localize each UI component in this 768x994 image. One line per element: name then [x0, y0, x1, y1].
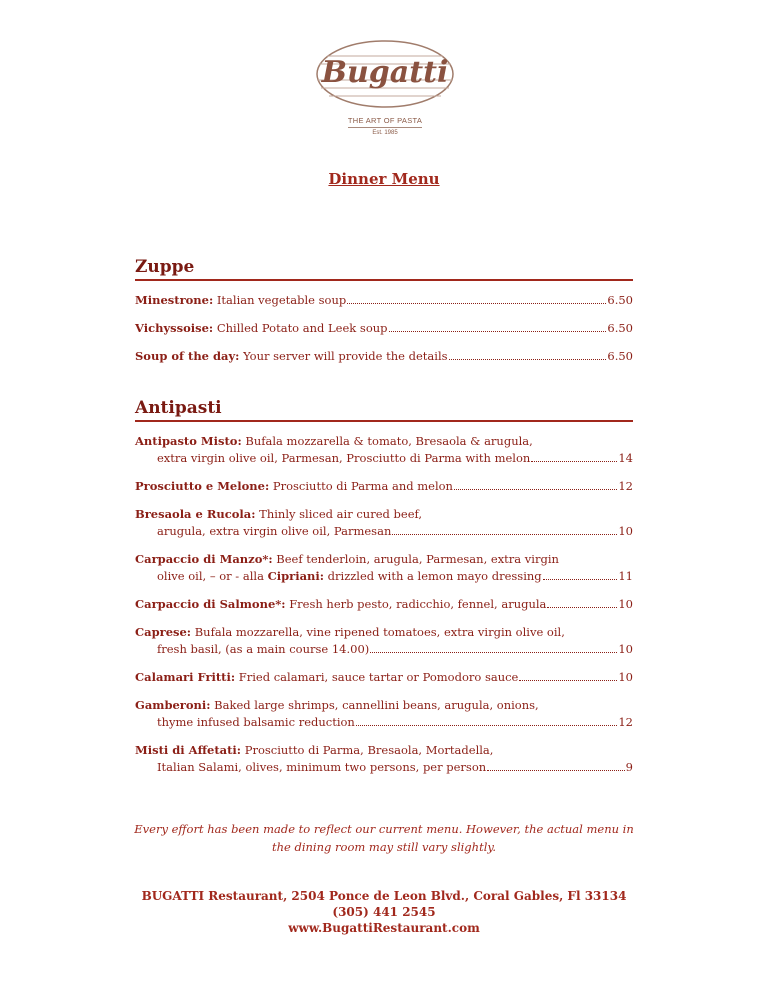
logo-established: Est. 1985: [372, 130, 398, 136]
restaurant-logo: [290, 34, 480, 144]
dot-leader: [449, 358, 607, 360]
section-rule: [135, 420, 633, 422]
item-price: 9: [625, 760, 633, 774]
item-price: 6.50: [607, 349, 633, 363]
menu-item: [135, 596, 633, 613]
item-name: Vichyssoise:: [135, 321, 214, 335]
dot-leader: [531, 460, 617, 462]
item-price: 10: [618, 524, 633, 538]
restaurant-phone: (305) 441 2545: [332, 905, 436, 919]
item-price: 14: [618, 451, 633, 465]
item-description: Fried calamari, sauce tartar or Pomodoro sauce: [238, 670, 519, 684]
item-name: Misti di Affetati:: [135, 743, 242, 757]
item-description: Prosciutto di Parma, Bresaola, Mortadella,: [244, 743, 494, 757]
item-description-cont: fresh basil, (as a main course 14.00): [157, 642, 370, 656]
item-name: Caprese:: [135, 625, 192, 639]
item-variant-description: drizzled with a lemon mayo dressing: [327, 569, 542, 583]
restaurant-address: BUGATTI Restaurant, 2504 Ponce de Leon Blvd., Coral Gables, Fl 33134: [141, 889, 627, 903]
section-title: Antipasti: [135, 398, 222, 418]
item-price: 11: [618, 569, 633, 583]
logo-tagline: THE ART OF PASTA: [347, 116, 423, 125]
item-description: Fresh herb pesto, radicchio, fennel, arugula: [289, 597, 547, 611]
item-description: Prosciutto di Parma and melon: [272, 479, 453, 493]
item-name: Bresaola e Rucola:: [135, 507, 256, 521]
item-name: Soup of the day:: [135, 349, 240, 363]
dot-leader: [543, 578, 618, 580]
logo-divider: [348, 127, 422, 128]
dot-leader: [370, 651, 617, 653]
section-rule: [135, 279, 633, 281]
logo-emblem: [305, 34, 465, 114]
item-description: Thinly sliced air cured beef,: [259, 507, 422, 521]
item-price: 10: [618, 642, 633, 656]
dot-leader: [347, 302, 606, 304]
item-price: 10: [618, 670, 633, 684]
menu-item: [135, 669, 633, 686]
item-name: Antipasto Misto:: [135, 434, 242, 448]
menu-item: [135, 506, 633, 540]
menu-item: [135, 433, 633, 467]
page-title: Dinner Menu: [328, 170, 440, 188]
item-price: 12: [618, 715, 633, 729]
item-name: Calamari Fritti:: [135, 670, 236, 684]
restaurant-website[interactable]: www.BugattiRestaurant.com: [288, 921, 480, 935]
menu-item: [135, 551, 633, 585]
item-name: Minestrone:: [135, 293, 214, 307]
item-name: Carpaccio di Manzo*:: [135, 552, 273, 566]
item-description: Bufala mozzarella, vine ripened tomatoes, extra virgin olive oil,: [194, 625, 565, 639]
dot-leader: [356, 724, 618, 726]
item-price: 12: [618, 479, 633, 493]
section-title: Zuppe: [135, 257, 195, 277]
menu-item: [135, 320, 633, 337]
item-description-cont: extra virgin olive oil, Parmesan, Prosciutto di Parma with melon: [157, 451, 531, 465]
item-price: 6.50: [607, 293, 633, 307]
item-price: 6.50: [607, 321, 633, 335]
logo-brand: Bugatti: [321, 55, 449, 90]
menu-item: [135, 478, 633, 495]
disclaimer-line: the dining room may still vary slightly.: [271, 840, 497, 854]
item-name: Prosciutto e Melone:: [135, 479, 270, 493]
item-name: Carpaccio di Salmone*:: [135, 597, 286, 611]
item-description-cont: olive oil, – or - alla: [157, 569, 264, 583]
section-antipasti: [135, 397, 633, 787]
item-description: Your server will provide the details: [243, 349, 448, 363]
item-name: Gamberoni:: [135, 698, 211, 712]
item-description: Beef tenderloin, arugula, Parmesan, extra virgin: [276, 552, 559, 566]
item-description: Baked large shrimps, cannellini beans, arugula, onions,: [214, 698, 539, 712]
item-description-cont: thyme infused balsamic reduction: [157, 715, 355, 729]
menu-item: [135, 697, 633, 731]
item-description-cont: arugula, extra virgin olive oil, Parmesan: [157, 524, 392, 538]
dot-leader: [519, 679, 617, 681]
item-variant-name: Cipriani:: [267, 569, 324, 583]
dot-leader: [547, 606, 617, 608]
menu-item: [135, 292, 633, 309]
item-price: 10: [618, 597, 633, 611]
section-zuppe: [135, 256, 633, 376]
item-description-cont: Italian Salami, olives, minimum two persons, per person: [157, 760, 487, 774]
dot-leader: [487, 769, 625, 771]
menu-item: [135, 742, 633, 776]
menu-item: [135, 348, 633, 365]
item-description: Italian vegetable soup: [216, 293, 347, 307]
dot-leader: [454, 488, 617, 490]
disclaimer-line: Every effort has been made to reflect our current menu. However, the actual menu in: [134, 822, 634, 836]
dot-leader: [389, 330, 607, 332]
item-description: Chilled Potato and Leek soup: [216, 321, 388, 335]
menu-item: [135, 624, 633, 658]
dot-leader: [392, 533, 617, 535]
item-description: Bufala mozzarella & tomato, Bresaola & arugula,: [245, 434, 533, 448]
menu-disclaimer: [120, 820, 648, 856]
restaurant-contact: [0, 888, 768, 936]
